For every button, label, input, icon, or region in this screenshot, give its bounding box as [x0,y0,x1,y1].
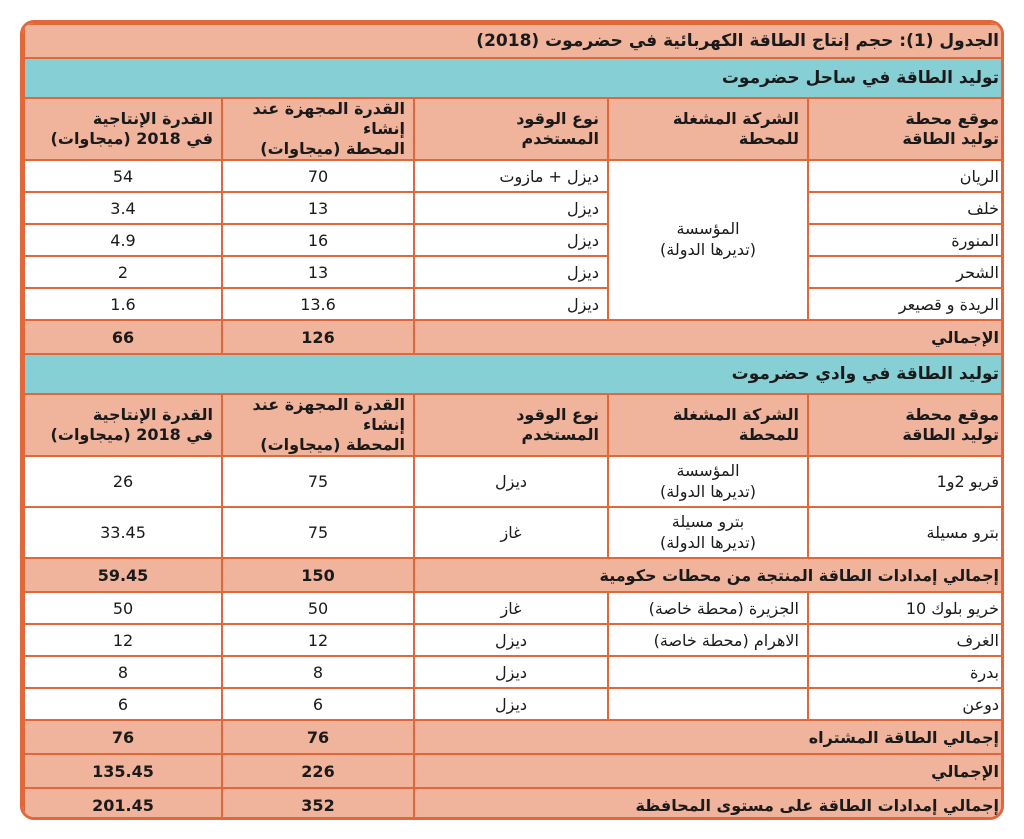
table-row [24,224,1004,256]
cell-capacity: 6 [24,688,222,720]
table-row [24,507,1004,558]
cell-fuel: ديزل [414,456,608,507]
header-row-valley [24,394,1004,456]
total-capacity: 201.45 [24,788,222,820]
cell-installed: 13.6 [222,288,414,320]
total-label: إجمالي الطاقة المشتراه [414,720,1004,754]
cell-installed: 13 [222,192,414,224]
cell-installed: 50 [222,592,414,624]
header-row-coast [24,98,1004,160]
total-row-province [24,788,1004,820]
cell-location: دوعن [808,688,1004,720]
cell-installed: 75 [222,456,414,507]
header-installed: القدرة المجهزة عند إنشاء المحطة (ميجاوات) [222,98,414,160]
section-heading-coast: توليد الطاقة في ساحل حضرموت [24,58,1004,98]
cell-fuel: ديزل [414,224,608,256]
section-valley [24,354,1004,394]
total-label: إجمالي إمدادات الطاقة المنتجة من محطات حكومية [414,558,1004,592]
cell-capacity: 12 [24,624,222,656]
header-installed: القدرة المجهزة عند إنشاء المحطة (ميجاوات) [222,394,414,456]
header-capacity: القدرة الإنتاجية في 2018 (ميجاوات) [24,394,222,456]
header-location: موقع محطة توليد الطاقة [808,394,1004,456]
cell-operator: الاهرام (محطة خاصة) [608,624,808,656]
cell-fuel: ديزل [414,288,608,320]
cell-installed: 16 [222,224,414,256]
cell-operator-merged: المؤسسة (تديرها الدولة) [608,160,808,320]
cell-capacity: 50 [24,592,222,624]
header-fuel: نوع الوقود المستخدم [414,98,608,160]
cell-fuel: ديزل + مازوت [414,160,608,192]
table-row [24,256,1004,288]
cell-installed: 70 [222,160,414,192]
cell-location: الشحر [808,256,1004,288]
header-capacity: القدرة الإنتاجية في 2018 (ميجاوات) [24,98,222,160]
total-installed: 76 [222,720,414,754]
header-operator: الشركة المشغلة للمحطة [608,394,808,456]
cell-location: قريو 2و1 [808,456,1004,507]
table-row [24,688,1004,720]
cell-capacity: 1.6 [24,288,222,320]
cell-location: خريو بلوك 10 [808,592,1004,624]
cell-location: الريدة و قصيعر [808,288,1004,320]
total-installed: 126 [222,320,414,354]
section-coast [24,58,1004,98]
total-row-government [24,558,1004,592]
cell-installed: 12 [222,624,414,656]
total-installed: 226 [222,754,414,788]
cell-location: خلف [808,192,1004,224]
cell-operator: بترو مسيلة (تديرها الدولة) [608,507,808,558]
table-row [24,288,1004,320]
cell-capacity: 26 [24,456,222,507]
cell-fuel: ديزل [414,256,608,288]
total-installed: 150 [222,558,414,592]
cell-location: الريان [808,160,1004,192]
table-row [24,160,1004,192]
cell-fuel: ديزل [414,656,608,688]
cell-operator [608,688,808,720]
total-row-valley [24,754,1004,788]
total-capacity: 59.45 [24,558,222,592]
cell-fuel: ديزل [414,624,608,656]
title-row [24,24,1004,58]
header-fuel: نوع الوقود المستخدم [414,394,608,456]
cell-capacity: 54 [24,160,222,192]
cell-installed: 75 [222,507,414,558]
cell-fuel: غاز [414,592,608,624]
cell-installed: 13 [222,256,414,288]
cell-capacity: 2 [24,256,222,288]
total-label: الإجمالي [414,754,1004,788]
table-frame [20,20,1004,820]
cell-location: بترو مسيلة [808,507,1004,558]
table-row [24,592,1004,624]
total-capacity: 66 [24,320,222,354]
cell-installed: 8 [222,656,414,688]
cell-location: الغرف [808,624,1004,656]
cell-location: المنورة [808,224,1004,256]
cell-operator: الجزيرة (محطة خاصة) [608,592,808,624]
table-row [24,656,1004,688]
header-location: موقع محطة توليد الطاقة [808,98,1004,160]
cell-installed: 6 [222,688,414,720]
cell-fuel: ديزل [414,688,608,720]
header-operator: الشركة المشغلة للمحطة [608,98,808,160]
total-capacity: 76 [24,720,222,754]
total-row-purchased [24,720,1004,754]
cell-capacity: 8 [24,656,222,688]
table-row [24,624,1004,656]
cell-location: بدرة [808,656,1004,688]
cell-operator [608,656,808,688]
cell-fuel: ديزل [414,192,608,224]
table-row [24,192,1004,224]
cell-operator: المؤسسة (تديرها الدولة) [608,456,808,507]
total-row-coast [24,320,1004,354]
cell-capacity: 4.9 [24,224,222,256]
cell-fuel: غاز [414,507,608,558]
total-label: إجمالي إمدادات الطاقة على مستوى المحافظة [414,788,1004,820]
section-heading-valley: توليد الطاقة في وادي حضرموت [24,354,1004,394]
cell-capacity: 33.45 [24,507,222,558]
total-capacity: 135.45 [24,754,222,788]
table-row [24,456,1004,507]
table-title: الجدول (1): حجم إنتاج الطاقة الكهربائية في حضرموت (2018) [24,24,1004,58]
total-installed: 352 [222,788,414,820]
total-label: الإجمالي [414,320,1004,354]
energy-table [23,23,1004,820]
cell-capacity: 3.4 [24,192,222,224]
